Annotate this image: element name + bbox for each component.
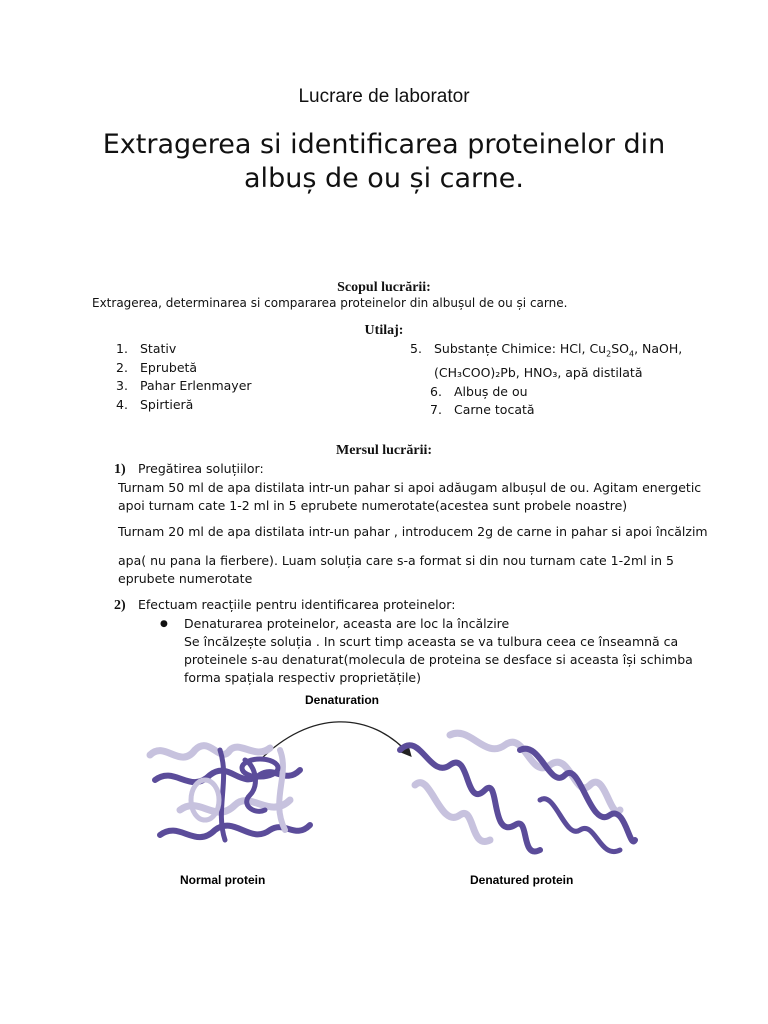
lab-label: Lucrare de laborator [298,86,470,107]
step-2-heading: 2) Efectuam reacțiile pentru identificarea proteinelor: [114,597,456,613]
list-item: 7. Carne tocată [430,402,535,417]
list-item: 1. Stativ [116,341,177,356]
normal-protein-ribbon [150,746,310,840]
equipment-list-left [116,340,252,414]
step-1-heading: 1) Pregătirea soluțiilor: [114,461,264,477]
bullet-icon: ● [160,619,168,629]
purpose-heading: Scopul lucrării: [337,280,431,295]
purpose-text: Extragerea, determinarea si compararea proteinelor din albușul de ou și carne. [92,296,568,310]
equipment-list-right [410,340,682,420]
title-line-1: Extragerea si identificarea proteinelor din [102,129,666,160]
list-item: 4. Spirtieră [116,396,194,412]
step-1-paragraph-1: Turnam 50 ml de apa distilata intr-un pahar si apoi adăugam albușul de ou. Agitam energetic apoi turnam cate 1-2 ml in 5 eprubete numerotate(acestea sunt probele noastre) [118,480,702,513]
denaturation-illustration [120,690,650,890]
list-item: 3. Pahar Erlenmayer [116,378,252,393]
chemicals-line-1: HCl, $Cu_2SO_4$, NaOH, [559,341,683,359]
list-item: 5. Substanțe Chimice: HCl, $Cu_2SO_4$, NaOH, [410,341,683,359]
normal-protein-label: Normal protein [180,873,266,887]
procedure-heading: Mersul lucrării: [335,443,433,458]
denatured-protein-label: Denatured protein [470,873,574,887]
list-item: 2. Eprubetă [116,359,198,375]
title-line-2: albuș de ou și carne. [244,163,524,194]
document-title [0,128,768,196]
list-item: 6. Albuș de ou [430,383,528,399]
chemicals-line-2: (CH₃COO)₂Pb, HNO₃, apă distilată [434,365,643,380]
equipment-heading: Utilaj: [364,323,404,338]
denatured-protein-ribbon [400,733,635,851]
step-1-paragraph-2-rest: apa( nu pana la fierbere). Luam soluția care s-a format si din nou turnam cate 1-2ml in 5 eprubete numerotate [118,553,674,586]
bullet-denaturation: ● Denaturarea proteinelor, aceasta are loc la încălzire Se încălzește soluția . In scurt timp aceasta se va tulbura ceea ce înseamnă ca proteinele s-au denaturat(molecula de proteina se desface si aceasta își schimba forma spațiala respectiv proprietățile) [160,616,693,685]
figure-title: Denaturation [305,693,380,707]
step-1-paragraph-2-line-1: Turnam 20 ml de apa distilata intr-un pahar , introducem 2g de carne in pahar si apoi încălzim [118,524,708,539]
denaturation-figure [120,690,650,890]
